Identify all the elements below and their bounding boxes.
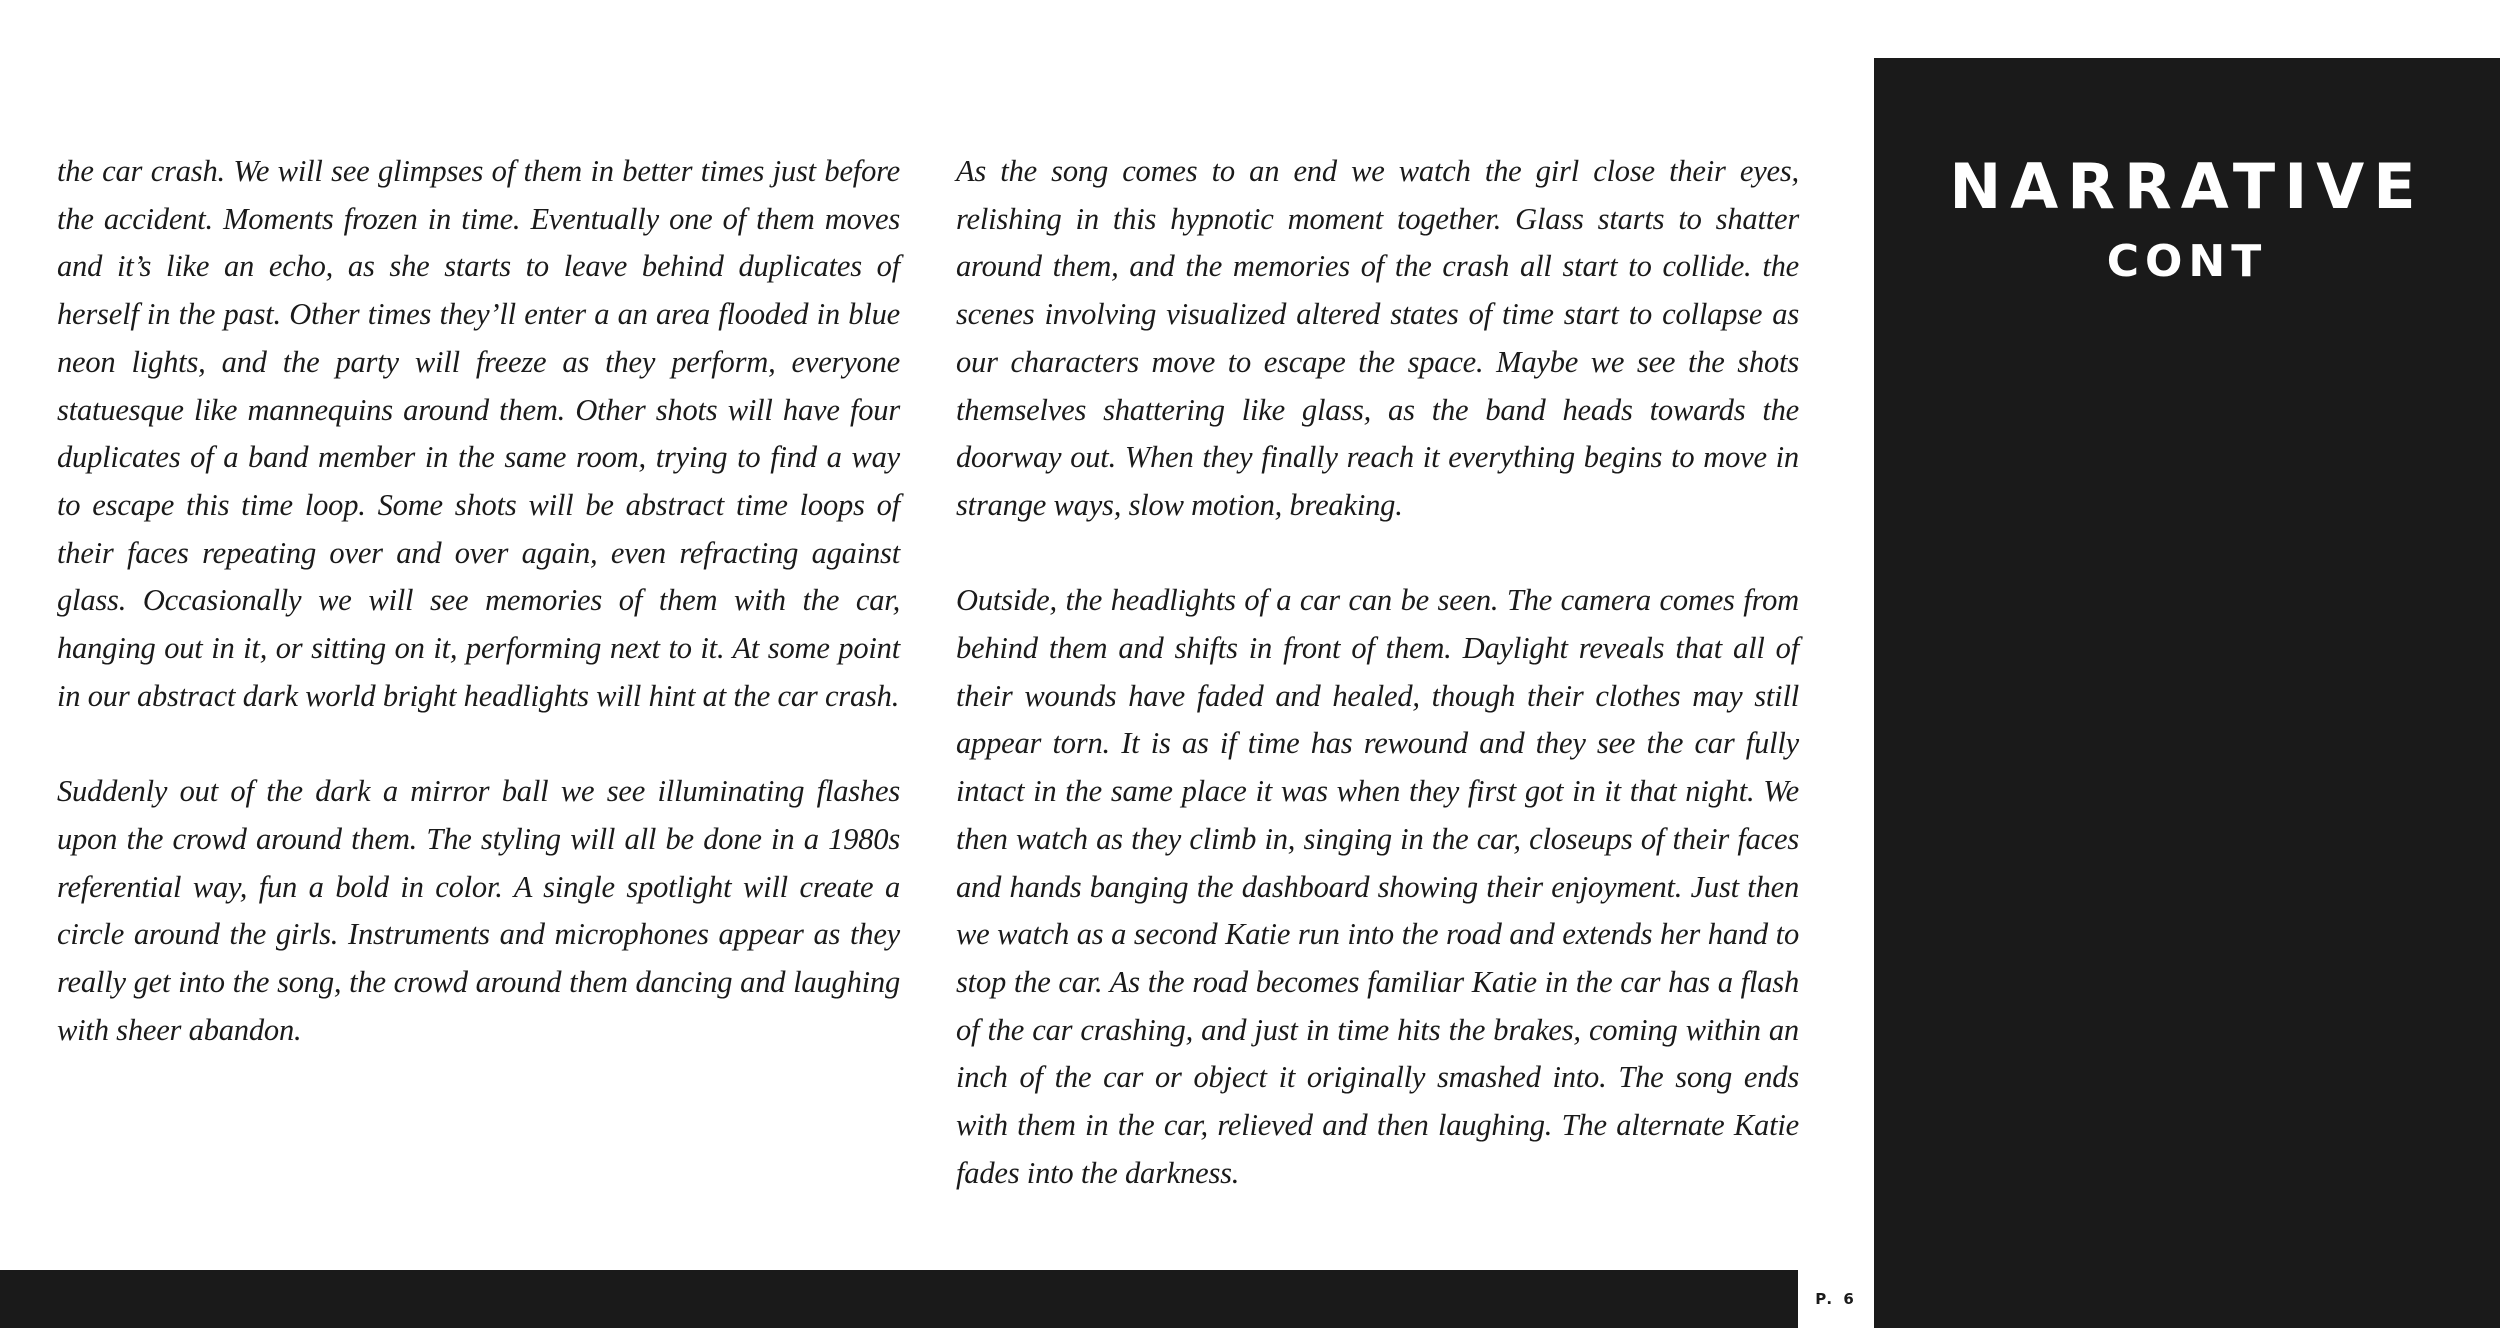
right-text-column	[956, 148, 1799, 1245]
section-subtitle: CONT	[2106, 236, 2268, 287]
section-title: NARRATIVE	[1949, 150, 2425, 223]
paragraph: Suddenly out of the dark a mirror ball we see illuminating flashes upon the crowd around them. The styling will all be done in a 1980s referential way, fun a bold in color. A single spotlight will create a circle around the girls. Instruments and microphones appear as they really get into the song, the crowd around them dancing and laughing with sheer abandon.	[57, 774, 900, 1047]
left-text-column	[57, 148, 900, 1102]
paragraph: the car crash. We will see glimpses of them in better times just before the accident. Moments frozen in time. Eventually one of them moves and it’s like an echo, as she starts to leave behind duplicates of herself in the past. Other times they’ll enter a an area flooded in blue neon lights, and the party will freeze as they perform, everyone statuesque like mannequins around them. Other shots will have four duplicates of a band member in the same room, trying to find a way to escape this time loop. Some shots will be abstract time loops of their faces repeating over and over again, even refracting against glass. Occasionally we will see memories of them with the car, hanging out in it, or sitting on it, performing next to it. At some point in our abstract dark world bright headlights will hint at the car crash.	[57, 154, 900, 713]
page-number: P. 6	[1798, 1270, 1874, 1328]
footer-bar	[0, 1270, 1798, 1328]
title-sidebar	[1874, 58, 2500, 1328]
paragraph: Outside, the headlights of a car can be seen. The camera comes from behind them and shifts in front of them. Daylight reveals that all of their wounds have faded and healed, though their clothes may still appear torn. It is as if time has rewound and they see the car fully intact in the same place it was when they first got in it that night. We then watch as they climb in, singing in the car, closeups of their faces and hands banging the dashboard showing their enjoyment. Just then we watch as a second Katie run into the road and extends her hand to stop the car. As the road becomes familiar Katie in the car has a flash of the car crashing, and just in time hits the brakes, coming within an inch of the car or object it originally smashed into. The song ends with them in the car, relieved and then laughing. The alternate Katie fades into the darkness.	[956, 583, 1799, 1190]
paragraph: As the song comes to an end we watch the girl close their eyes, relishing in this hypnotic moment together. Glass starts to shatter around them, and the memories of the crash all start to collide. the scenes involving visualized altered states of time start to collapse as our characters move to escape the space. Maybe we see the shots themselves shattering like glass, as the band heads towards the doorway out. When they finally reach it everything begins to move in strange ways, slow motion, breaking.	[956, 154, 1799, 522]
